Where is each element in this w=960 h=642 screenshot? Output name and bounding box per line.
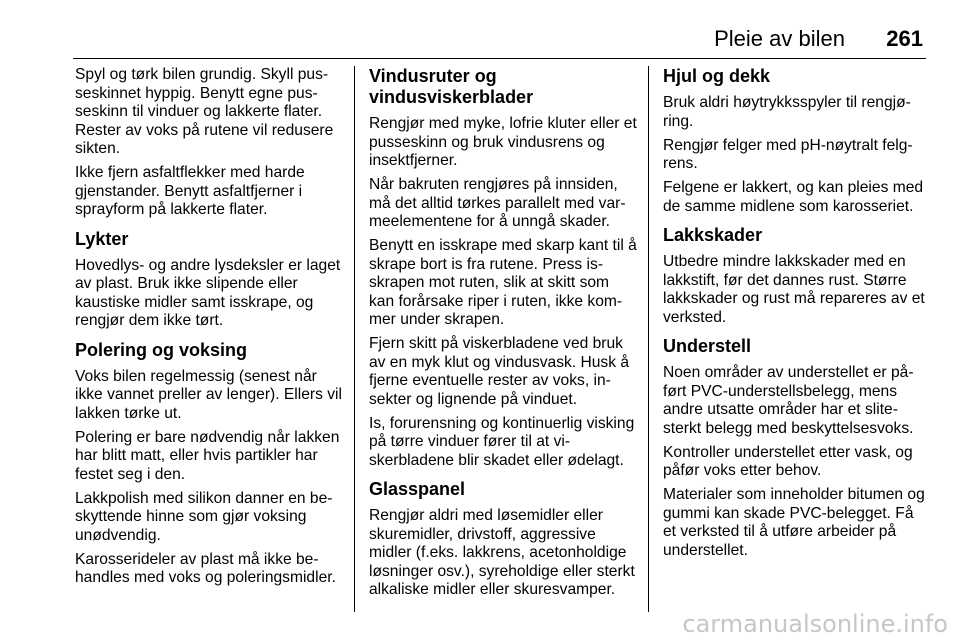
paragraph: Rengjør felger med pH-nøytralt felgrens.	[663, 136, 913, 172]
paragraph: Voks bilen regelmessig (senest når ikke vannet preller av lenger). Ellers vil lakken tørke ut.	[75, 367, 342, 422]
watermark: carmanualsonline.info	[682, 610, 948, 638]
header-rule	[73, 58, 926, 59]
column-2	[369, 66, 637, 605]
heading-polering: Polering og voksing	[75, 339, 248, 360]
column-divider-2	[648, 66, 649, 612]
heading-lykter: Lykter	[75, 228, 129, 249]
paragraph: Materialer som inneholder bitumen og gummi kan skade PVC-belegget. Få et verksted til å utføre arbeider på understellet.	[663, 486, 925, 559]
heading-lakkskader: Lakkskader	[663, 225, 763, 245]
paragraph: Polering er bare nødvendig når lakken har blitt matt, eller hvis partikler har festet seg i den.	[75, 428, 340, 483]
heading-glasspanel: Glasspanel	[369, 479, 466, 499]
paragraph: Ikke fjern asfaltflekker med harde gjenstander. Benytt asfaltfjerner i sprayform på lakkerte flater.	[75, 164, 305, 218]
paragraph: Is, forurensning og kontinuerlig visking på tørre vinduer fører til at viskerbladene blir skadet eller ødelagt.	[369, 414, 635, 469]
section-title: Pleie av bilen	[714, 26, 845, 51]
paragraph: Kontroller understellet etter vask, og påfør voks etter behov.	[663, 443, 913, 479]
heading-vindusruter: Vindusruter og vindusviskerblader	[369, 66, 534, 107]
column-3	[663, 66, 929, 566]
paragraph: Benytt en isskrape med skarp kant til å skrape bort is fra rutene. Press isskrapen mot ruten, slik at skitt som kan forårsake riper i ruten, ikke kommer under skrapen.	[369, 237, 637, 328]
page-header	[0, 26, 960, 52]
paragraph: Rengjør aldri med løsemidler eller skuremidler, drivstoff, aggressive midler (f.eks. lakkrens, acetonholdige løsninger osv.), syreholdige eller sterkt alkaliske midler eller skuresvamper.	[369, 507, 635, 598]
paragraph: Karosserideler av plast må ikke behandles med voks og poleringsmidler.	[75, 550, 336, 586]
paragraph: Noen områder av understellet er påført PVC-understellsbelegg, mens andre utsatte områder har et slitesterkt belegg med beskyttelsesvoks.	[663, 364, 914, 437]
paragraph: Spyl og tørk bilen grundig. Skyll pusseskinnet hyppig. Benytt egne pusseskinn til vinduer og lakkerte flater. Rester av voks på rutene vil redusere sikten.	[75, 66, 334, 157]
page-number: 261	[886, 26, 923, 51]
column-1	[75, 66, 347, 593]
paragraph: Rengjør med myke, lofrie kluter eller et pusseskinn og bruk vindusrens og insektfjerner.	[369, 115, 637, 169]
paragraph: Hovedlys- og andre lysdeksler er laget av plast. Bruk ikke slipende eller kaustiske midler samt isskrape, og rengjør dem ikke tørt.	[75, 256, 341, 329]
paragraph: Felgene er lakkert, og kan pleies med de samme midlene som karosseriet.	[663, 179, 924, 215]
paragraph: Lakkpolish med silikon danner en beskyttende hinne som gjør voksing unødvendig.	[75, 489, 333, 544]
heading-understell: Understell	[663, 336, 752, 356]
column-divider-1	[354, 66, 355, 612]
heading-hjul-og-dekk: Hjul og dekk	[663, 66, 771, 86]
paragraph: Fjern skitt på viskerbladene ved bruk av en myk klut og vindusvask. Husk å fjerne eventuelle rester av voks, insekter og lignende på vinduet.	[369, 335, 630, 408]
paragraph: Utbedre mindre lakkskader med en lakkstift, før det dannes rust. Større lakkskader og rust må repareres av et verksted.	[663, 253, 925, 326]
paragraph: Når bakruten rengjøres på innsiden, må det alltid tørkes parallelt med varmeelementene for å unngå skader.	[369, 176, 626, 230]
paragraph: Bruk aldri høytrykksspyler til rengjøring.	[663, 94, 911, 130]
